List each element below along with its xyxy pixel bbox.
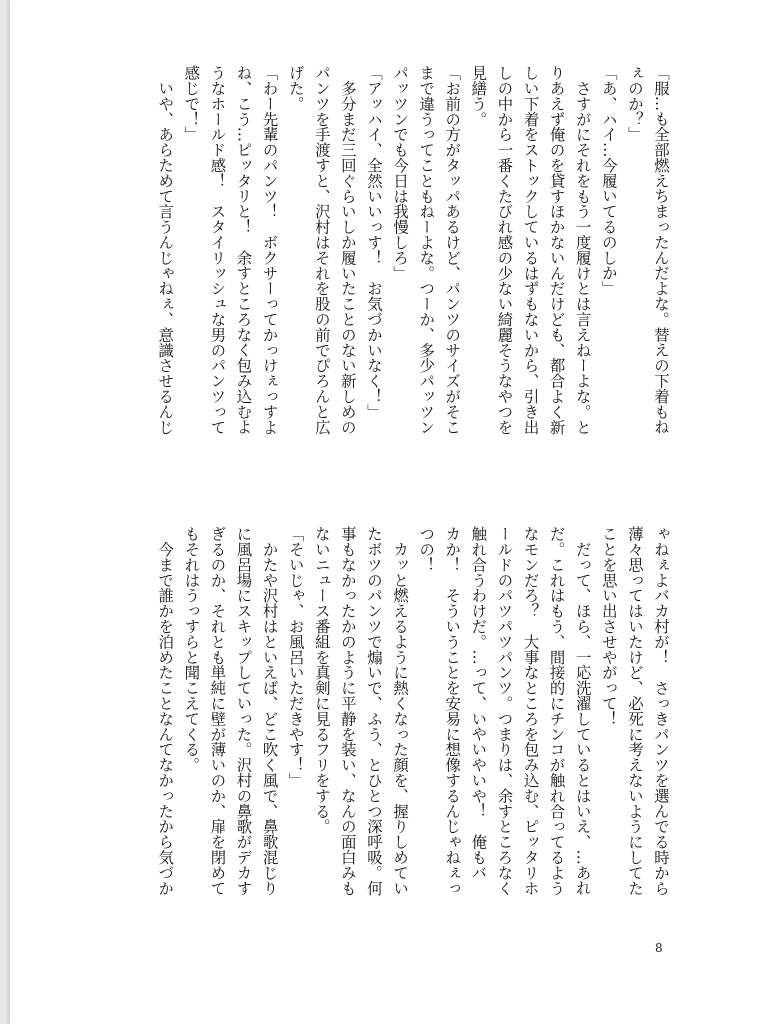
- text-line: ぇのか？」: [625, 65, 644, 142]
- text-line: つの！: [417, 526, 436, 573]
- page-number: 8: [655, 941, 663, 955]
- text-line: だ。これはもう、間接的にチンコが触れ合ってるよう: [547, 526, 566, 896]
- text-line: ないニュース番組を真剣に見るフリをする。: [312, 526, 331, 834]
- text-line: 薄々思ってはいたけど、必死に考えないようにしてた: [625, 526, 644, 896]
- text-line: だって、ほら、一応洗濯しているとはいえ、…あれ: [573, 526, 592, 896]
- text-line: 触れ合うわけだ。…って、いやいやいや！ 俺もバ: [469, 526, 488, 881]
- text-line: 感じで！」: [182, 65, 201, 142]
- text-line: 「そいじゃ、お風呂いただきやす！」: [286, 526, 305, 788]
- text-line: 今まで誰かを泊めたことなんてなかったから気づか: [156, 526, 175, 896]
- text-line: ね、こう…ピッタリと！ 余すところなく包み込むよ: [234, 65, 253, 435]
- text-line: ゃねぇよバカ村が！ さっきパンツを選んでる時から: [652, 526, 670, 896]
- text-line: しい下着をストックしているはずもないから、引き出: [521, 65, 540, 435]
- text-line: パッツンでも今日は我慢しろ」: [391, 65, 410, 281]
- text-line: ぎるのか、それとも単純に壁が薄いのか、扉を閉めて: [208, 526, 227, 896]
- text-line: りあえず俺のを貸すほかないんだけども、都合よく新: [547, 65, 566, 435]
- text-line: カか！ そういうことを安易に想像するんじゃねぇっ: [443, 526, 462, 896]
- text-line: うなホールド感！ スタイリッシュな男のパンツって: [208, 65, 227, 435]
- text-line: かたや沢村はといえば、どこ吹く風で、鼻歌混じり: [260, 526, 279, 896]
- text-line: ールドのパツパツパンツ。つまりは、余すところなく: [495, 526, 514, 896]
- document-page: [10, 0, 768, 1024]
- text-line: なモンだろ？ 大事なところを包み込む、ピッタリホ: [521, 526, 540, 896]
- text-line: 「服…も全部燃えちまったんだよな。替えの下着もね: [652, 65, 670, 435]
- text-line: 「あ、ハイ…今履いてるのしか」: [599, 65, 618, 296]
- text-line: カッと燃えるように熱くなった顔を、握りしめてい: [391, 526, 410, 896]
- text-line: しの中から一番くたびれ感の少ない綺麗そうなやつを: [495, 65, 514, 435]
- text-line: 「わー先輩のパンツ！ ボクサーってかっけぇっすよ: [260, 65, 279, 435]
- text-line: に風呂場にスキップしていった。沢村の鼻歌がデカす: [234, 526, 253, 896]
- text-line: まで違うってこともねーよな。つーか、多少パッツン: [417, 65, 436, 435]
- text-line: たボツのパンツで煽いで、ふう、とひとつ深呼吸。何: [364, 526, 383, 896]
- text-line: げた。: [286, 65, 305, 112]
- text-line: 「アッハイ、全然いいっす！ お気づかいなく！」: [364, 65, 383, 420]
- text-block-top: [148, 65, 674, 485]
- text-line: 多分まだ三回ぐらいしか履いたことのない新しめの: [338, 65, 357, 435]
- text-block-bottom: [148, 526, 674, 946]
- text-line: もそれはうっすらと聞こえてくる。: [182, 526, 201, 773]
- text-line: 見繕う。: [469, 65, 488, 127]
- text-line: ことを思い出させやがって！: [599, 526, 618, 727]
- text-line: パンツを手渡すと、沢村はそれを股の前でぴろんと広: [312, 65, 331, 435]
- text-line: 「お前の方がタッパあるけど、パンツのサイズがそこ: [443, 65, 462, 435]
- text-line: さすがにそれをもう一度履けとは言えねーよな。と: [573, 65, 592, 435]
- text-line: いや、あらためて言うんじゃねぇ、意識させるんじ: [156, 65, 175, 435]
- text-line: 事もなかったかのように平静を装い、なんの面白みも: [338, 526, 357, 896]
